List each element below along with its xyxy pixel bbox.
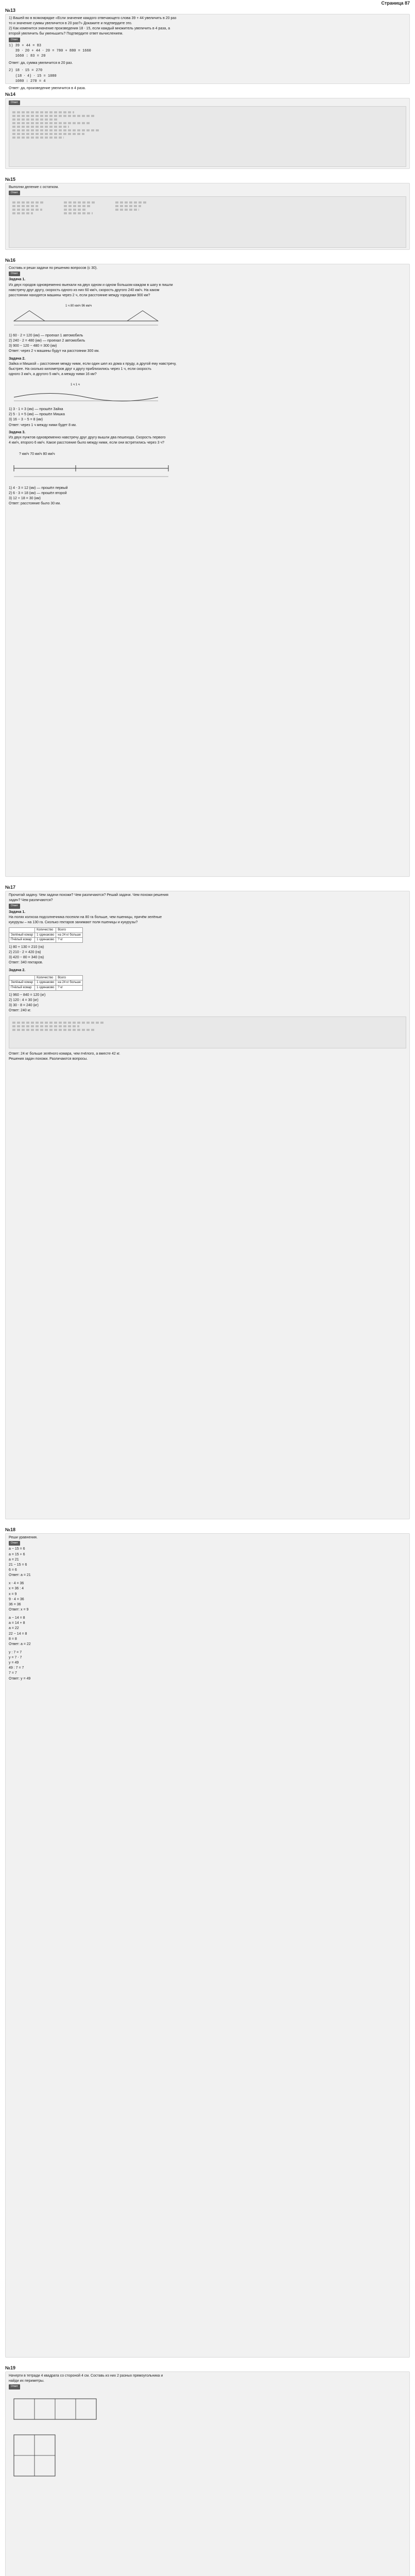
task-16-problem-3-answer: Ответ: расстояние было 30 км. xyxy=(9,502,61,506)
equation-line: Ответ: x = 9 xyxy=(9,1607,29,1612)
task-13-line-2: то и значение суммы увеличится в 20 раз?» Докажите и подтвердите это. xyxy=(9,22,132,26)
task-19-card xyxy=(5,2371,410,2576)
task-17-problem-2-title: Задача 2. xyxy=(9,968,26,972)
answer-badge: Ответ xyxy=(9,1541,20,1546)
task-17-problem-1-line-2: кукурузы – на 130 га. Сколько гектаров занимают поля пшеницы и кукурузы? xyxy=(9,920,138,924)
task-13-line-3: 2) Как изменится значение произведения 18 ⋅ 15, если каждый множитель увеличить в 4 раза, а xyxy=(9,27,170,31)
task-19-line-2: найди их периметры. xyxy=(9,2379,44,2383)
task-13-card xyxy=(5,14,410,90)
table-2-cell: 1 одинаково xyxy=(35,980,56,986)
task-16-problem-2-line-3: одного 3 км/ч, а другого 5 км/ч, а между ними 16 км? xyxy=(9,372,97,376)
diagram-2-label: 1 ч 1 ч xyxy=(71,383,80,387)
task-15-line-1: Выполни деление с остатком. xyxy=(9,185,59,189)
equation-line: 22 − 14 = 8 xyxy=(9,1632,27,1636)
task-16-problem-1-line-1: Из двух городов одновременно выехали на двух одном и одном большом каждом в шагу в пишли xyxy=(9,283,173,287)
table-2-cell: Пчёлый комар xyxy=(9,986,35,991)
task-13-line-1: 1) Вашей во в всякомрядке «Если значение каждого отвечающего слова 39 + 44 увеличить в 20 раз xyxy=(9,16,177,20)
task-16-problem-2-work-2: 2) 5 ⋅ 1 = 5 (км) — прошёл Мишка xyxy=(9,413,65,417)
table-1-header-0 xyxy=(9,927,35,933)
task-17-problem-1-work-3: 3) 420 − 80 = 340 (га) xyxy=(9,956,44,960)
task-13-title: №13 xyxy=(5,8,16,13)
task-16-problem-2-line-2: быстрее. На сколько километров друг к другу приблизились через 1 ч, если скорость xyxy=(9,367,151,371)
equation-line: 7 = 7 xyxy=(9,1671,17,1675)
task-14-card xyxy=(5,98,410,169)
equation-line: a = 15 + 6 xyxy=(9,1552,25,1556)
task-13-work-5: (18 ⋅ 4) ⋅ 15 = 1080 xyxy=(9,74,57,78)
diagram-1-label: 1 ч 80 км/ч 96 км/ч xyxy=(65,304,92,308)
task-17-intro-2: задач? Чем различаются? xyxy=(9,899,53,903)
task-16-problem-3-work-2: 2) 6 ⋅ 3 = 18 (км) — прошёл второй xyxy=(9,492,67,496)
task-17-summary-1: Ответ: 24 кг больше зелёного комара, чем пчёлого, а вместе 42 кг. xyxy=(9,1052,120,1056)
table-2-cell: Зелёный комар xyxy=(9,980,35,986)
task-18-intro: Реши уравнения. xyxy=(9,1536,38,1539)
equation-line: Ответ: a = 21 xyxy=(9,1573,31,1578)
task-16-problem-3-line-2: 4 км/ч, второго 6 км/ч. Какое расстояние было между ними, если они встретились через 3 ч? xyxy=(9,440,165,445)
task-13-answer-1: Ответ: да, сумма увеличится в 20 раз. xyxy=(9,61,73,65)
equation-line: x ⋅ 4 = 36 xyxy=(9,1582,24,1586)
answer-badge: Ответ xyxy=(9,38,20,42)
task-13-work-6: 1080 : 270 = 4 xyxy=(9,79,46,83)
task-16-diagram-2 xyxy=(9,379,163,405)
task-17-problem-1-line-1: На полях колхоза подсолнечника посеяли на 80 га больше, чем пшеницы, причём зелёные xyxy=(9,915,162,919)
equation-line: a = 22 xyxy=(9,1626,19,1631)
task-19-title: №19 xyxy=(5,2365,16,2370)
task-16-problem-2-title: Задача 2. xyxy=(9,357,26,361)
page-title: Страница 87 xyxy=(381,1,410,6)
equation-line: y = 7 ⋅ 7 xyxy=(9,1656,22,1660)
equation-line: a = 14 + 8 xyxy=(9,1621,25,1625)
table-1-header-2: Всего xyxy=(56,927,83,933)
answer-badge: Ответ xyxy=(9,272,20,276)
task-13-work-3: 1660 : 83 = 20 xyxy=(9,54,46,59)
task-16-problem-1-work-3: 3) 900 − 120 − 480 = 300 (км) xyxy=(9,344,57,348)
task-16-problem-1-line-2: навстречу друг другу, скорость одного из них 60 км/ч, скорость другого 240 км/ч. На каком xyxy=(9,288,160,292)
task-17-table-2 xyxy=(9,975,83,991)
table-2-header-0 xyxy=(9,975,35,980)
table-2-header-2: Всего xyxy=(56,975,83,980)
equation-line: Ответ: y = 49 xyxy=(9,1676,31,1681)
task-16-card xyxy=(5,264,410,877)
task-16-problem-1-line-3: расстоянии находятся машины через 2 ч, если расстояние между городами 900 км? xyxy=(9,293,150,297)
diagram-3-label: ? км/ч 70 км/ч 80 км/ч xyxy=(19,452,55,456)
task-16-problem-3-line-1: Из двух пунктов одновременно навстречу друг другу вышли два пешехода. Скорость первого xyxy=(9,435,166,439)
task-17-intro-1: Прочитай задачу. Чем задачи похожи? Чем различаются? Решай задачи. Чем похожи решения xyxy=(9,893,168,897)
task-13-work-4: 2) 18 ⋅ 15 = 270 xyxy=(9,69,43,73)
equation-line: 36 = 36 xyxy=(9,1602,21,1606)
task-16-title: №16 xyxy=(5,258,16,263)
table-1-cell: 1 одинаково xyxy=(35,933,56,938)
equation-line: a − 14 = 8 xyxy=(9,1616,25,1620)
table-2-cell: ? кг xyxy=(56,986,83,991)
task-18-equations xyxy=(9,1547,406,1681)
task-17-problem-1-title: Задача 1. xyxy=(9,910,26,914)
table-1-header-1: Количество xyxy=(35,927,56,933)
equation-line: y = 49 xyxy=(9,1661,19,1665)
equation-line: x = 36 : 4 xyxy=(9,1587,24,1591)
answer-badge: Ответ xyxy=(9,2384,20,2389)
equation-line: a = 21 xyxy=(9,1557,19,1562)
task-17-problem-2-work-1: 1) 960 − 840 = 120 (кг) xyxy=(9,993,46,997)
task-16-problem-1-work-1: 1) 60 ⋅ 2 = 120 (км) — проехал 1 автомобиль xyxy=(9,333,83,337)
task-16-problem-2-work-1: 1) 3 ⋅ 1 = 3 (км) — прошёл Зайка xyxy=(9,408,63,412)
answer-badge: Ответ xyxy=(9,100,20,105)
task-16-problem-3-title: Задача 3. xyxy=(9,430,26,434)
task-16-problem-1-answer: Ответ: через 2 ч машины будут на расстоянии 300 км. xyxy=(9,349,100,353)
equation-line: 49 : 7 = 7 xyxy=(9,1666,24,1670)
table-1-cell: Зелёный комар xyxy=(9,933,35,938)
task-17-problem-2-work-3: 3) 30 ⋅ 8 = 240 (кг) xyxy=(9,1004,39,1008)
task-16-problem-3-work-1: 1) 4 ⋅ 3 = 12 (км) — прошёл первый xyxy=(9,486,68,490)
equation-line: Ответ: a = 22 xyxy=(9,1642,31,1646)
task-17-problem-2-work-2: 2) 120 : 4 = 30 (кг) xyxy=(9,998,39,1002)
task-15-card xyxy=(5,183,410,250)
task-14-title: №14 xyxy=(5,92,16,97)
task-16-diagram-1 xyxy=(9,300,163,331)
task-16-intro: Составь и реши задачи по решению вопросов (с 30). xyxy=(9,266,98,270)
task-17-problem-1-work-2: 2) 210 ⋅ 2 = 420 (га) xyxy=(9,951,41,955)
task-15-handwritten-work xyxy=(9,196,406,248)
task-18-title: №18 xyxy=(5,1527,16,1532)
table-1-cell: Пчёлый комар xyxy=(9,938,35,943)
equation-line: 21 − 15 = 6 xyxy=(9,1563,27,1567)
equation-line: a − 15 = 6 xyxy=(9,1547,25,1551)
equation-line: 6 = 6 xyxy=(9,1568,17,1572)
task-17-card xyxy=(5,891,410,1519)
task-14-handwritten-work xyxy=(9,106,406,167)
table-1-cell: ? кг xyxy=(56,938,83,943)
task-17-problem-1-work-1: 1) 80 + 130 = 210 (га) xyxy=(9,945,44,950)
equation-line: 9 ⋅ 4 = 36 xyxy=(9,1597,24,1601)
task-17-handwritten-work xyxy=(9,1016,406,1048)
task-16-problem-2-line-1: Зайка и Мишкой – расстояние между ними, если один шел из дома к пруду, а другой ему навстречу, xyxy=(9,362,177,366)
task-13-work-1: 1) 39 + 44 = 83 xyxy=(9,43,42,48)
task-15-title: №15 xyxy=(5,177,16,182)
page-header xyxy=(5,0,410,7)
equation-line: y : 7 = 7 xyxy=(9,1650,22,1654)
table-2-cell: на 24 кг больше xyxy=(56,980,83,986)
task-13-answer-2: Ответ: да, произведение увеличится в 4 раза. xyxy=(9,86,86,90)
task-16-problem-1-title: Задача 1. xyxy=(9,278,26,282)
answer-badge: Ответ xyxy=(9,191,20,195)
table-1-cell: 1 одинаково xyxy=(35,938,56,943)
task-13-work-2: 39 ⋅ 20 + 44 ⋅ 20 = 780 + 880 = 1660 xyxy=(9,48,91,53)
task-18-card xyxy=(5,1533,410,2358)
task-16-problem-3-work-3: 3) 12 + 18 = 30 (км) xyxy=(9,497,41,501)
task-16-problem-1-work-2: 2) 240 ⋅ 2 = 480 (км) — проехал 2 автомобиль xyxy=(9,339,85,343)
table-2-header-1: Количество xyxy=(35,975,56,980)
task-16-diagram-3 xyxy=(9,448,174,484)
task-17-problem-2-answer: Ответ: 240 кг. xyxy=(9,1009,31,1013)
table-1-cell: на 24 кг больше xyxy=(56,933,83,938)
table-2-cell: 1 одинаково xyxy=(35,986,56,991)
task-17-problem-1-answer: Ответ: 340 гектаров. xyxy=(9,961,43,965)
task-17-title: №17 xyxy=(5,885,16,890)
task-13-line-4: второй увеличить бы уменьшить? Подтвердите ответ вычислением. xyxy=(9,32,124,36)
task-19-line-1: Начерти в тетради 4 квадрата со стороной 4 см. Составь из них 2 разных прямоугольника и xyxy=(9,2374,163,2378)
equation-line: x = 9 xyxy=(9,1592,17,1596)
answer-badge: Ответ xyxy=(9,904,20,908)
task-16-problem-2-work-3: 3) 16 − 3 − 5 = 8 (км) xyxy=(9,418,43,422)
task-17-summary-2: Решения задач похожи. Различаются вопросы. xyxy=(9,1057,88,1061)
task-19-drawing xyxy=(9,2394,174,2576)
task-16-problem-2-answer: Ответ: через 1 ч между ними будет 8 км. xyxy=(9,423,77,427)
task-17-table-1 xyxy=(9,927,83,943)
equation-line: 8 = 8 xyxy=(9,1637,17,1641)
